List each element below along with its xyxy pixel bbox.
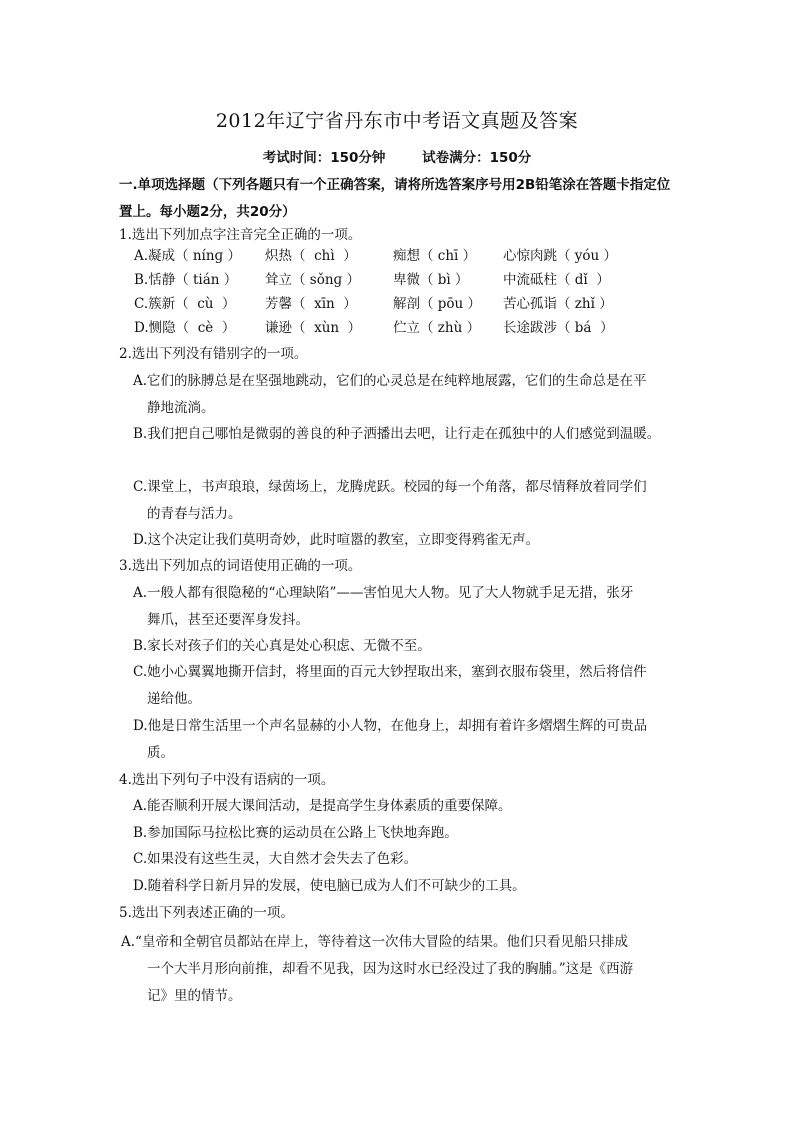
pinyin-cell: 炽热（ chì ） [265,248,357,264]
question-stem: 4.选出下列句子中没有语病的一项。 [119,772,335,788]
question-stem: 3.选出下列加点的词语使用正确的一项。 [119,558,362,574]
option-text: C.如果没有这些生灵，大自然才会失去了色彩。 [133,851,418,867]
exam-score: 试卷满分：150分 [422,150,532,166]
answer-option [133,633,673,660]
answer-option [133,846,673,873]
pinyin-cell: C.簇新（ cù ） [134,296,236,312]
pinyin-cell: 卑微（ bì ） [393,272,469,288]
option-text: A.它们的脉膊总是在坚强地跳动，它们的心灵总是在纯粹地展露，它们的生命总是在平 [133,373,647,389]
pinyin-cell: A.凝成（ nínɡ ） [134,248,241,264]
answer-option [133,713,673,767]
answer-option [133,873,673,900]
option-text-continued: 舞爪，甚至还要浑身发抖。 [147,612,309,628]
option-text: D.随着科学日新月异的发展，使电脑已成为人们不可缺少的工具。 [133,878,526,894]
option-text: A.一般人都有很隐秘的“心理缺陷”——害怕见大人物。见了大人物就手足无措，张牙 [133,585,634,601]
pinyin-cell: 解剖（ pōu ） [393,296,482,312]
exam-time: 考试时间：150分钟 [262,150,386,166]
answer-option [133,820,673,847]
answer-option [133,580,673,634]
pinyin-cell: 苦心孤诣（ zhǐ ） [503,296,613,312]
answer-option [133,793,673,820]
exam-info [0,146,794,166]
option-text-continued: 质。 [147,745,174,761]
answer-option [133,421,673,448]
pinyin-cell: 中流砥柱（ dǐ ） [503,272,610,288]
option-text-continued: 的青春与活力。 [147,506,242,522]
answer-option [133,659,673,713]
answer-option [133,368,673,422]
question-stem: 5.选出下列表述正确的一项。 [119,905,294,921]
option-text: D.这个决定让我们莫明奇妙，此时喧嚣的教室，立即变得鸦雀无声。 [133,532,540,548]
answer-option [133,474,673,528]
pinyin-cell: 谦逊（ xùn ） [265,320,362,336]
option-text: A.能否顺利开展大课间活动，是提高学生身体素质的重要保障。 [133,798,512,814]
option-text-continued: 记》里的情节。 [147,988,242,1004]
option-text: C.她小心翼翼地撕开信封，将里面的百元大钞捏取出来，塞到衣服布袋里，然后将信件 [133,664,647,680]
option-text-continued: 静地流淌。 [147,400,215,416]
question-stem: 1.选出下列加点字注音完全正确的一项。 [119,227,362,243]
option-text: B.参加国际马拉松比赛的运动员在公路上飞快地奔跑。 [133,825,458,841]
option-text: B.我们把自己哪怕是微弱的善良的种子洒播出去吧，让行走在孤独中的人们感觉到温暖。 [133,426,661,442]
page-title: 2012年辽宁省丹东市中考语文真题及答案 [215,110,579,132]
option-text: B.家长对孩子们的关心真是处心积虑、无微不至。 [133,638,431,654]
pinyin-cell: 伫立（ zhù ） [393,320,481,336]
pinyin-cell: 耸立（ sǒnɡ ） [265,272,360,288]
question-stem: 2.选出下列没有错别字的一项。 [119,346,308,362]
answer-option [133,527,673,554]
pinyin-cell: D.恻隐（ cè ） [134,320,236,336]
pinyin-cell: 芳馨（ xīn ） [265,296,357,312]
answer-option [121,929,681,1010]
pinyin-cell: B.恬静（ tián ） [134,272,238,288]
option-text-continued: 一个大半月形向前推，却看不见我，因为这时水已经没过了我的胸脯。”这是《西游 [147,961,634,977]
option-text-continued: 递给他。 [147,691,201,707]
section-heading: 一.单项选择题（下列各题只有一个正确答案，请将所选答案序号用2B铅笔涂在答题卡指定位置上。每小题2分，共20分） [119,177,671,220]
pinyin-cell: 心惊肉跳（ yóu ） [503,248,618,264]
option-text: D.他是日常生活里一个声名显赫的小人物，在他身上，却拥有着许多熠熠生辉的可贵品 [133,718,648,734]
pinyin-cell: 痴想（ chī ） [393,248,477,264]
pinyin-cell: 长途跋涉（ bá ） [503,320,614,336]
option-text: A.“皇帝和全朝官员都站在岸上，等待着这一次伟大冒险的结果。他们只看见船只排成 [121,934,628,950]
option-text: C.课堂上，书声琅琅，绿茵场上，龙腾虎跃。校园的每一个角落，都尽情释放着同学们 [133,479,647,495]
